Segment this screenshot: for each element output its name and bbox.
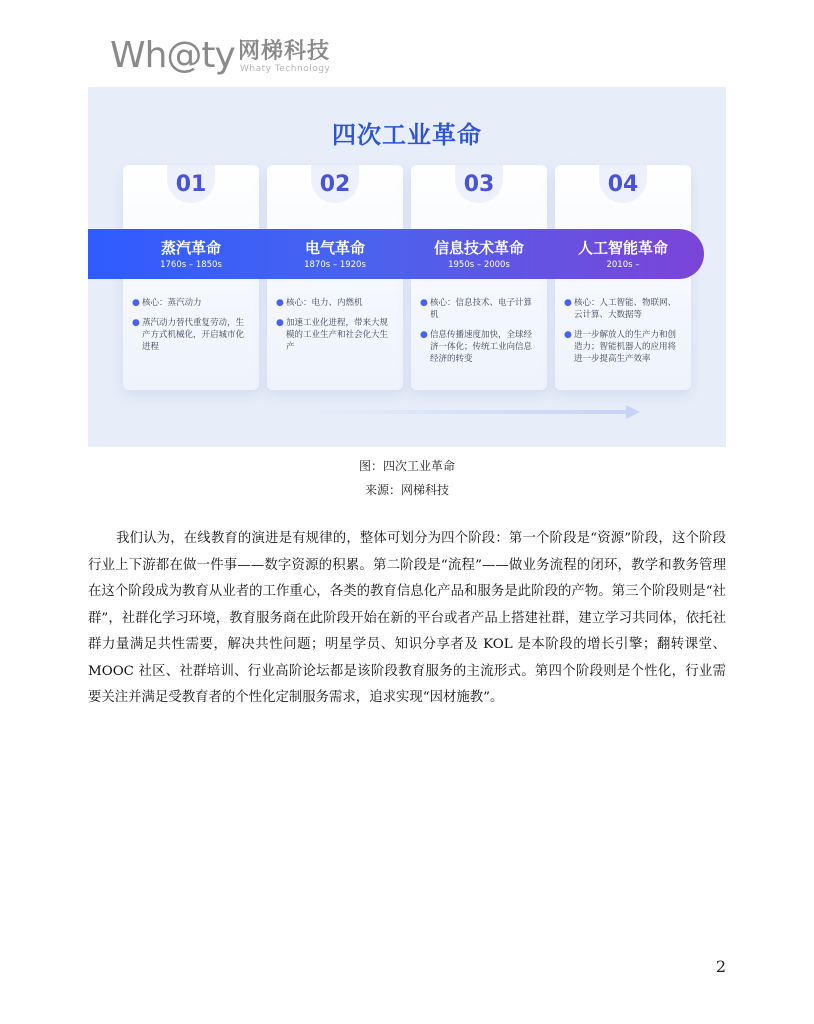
stage-number: 01 bbox=[175, 171, 207, 197]
stage-name-4: 人工智能革命 bbox=[577, 239, 668, 257]
company-logo bbox=[110, 36, 370, 76]
bullet-dot-icon: ● bbox=[276, 318, 284, 328]
stage-name-2: 电气革命 bbox=[304, 239, 365, 257]
bullet-item: ● 核心：人工智能、物联网、云计算、大数据等 bbox=[564, 298, 677, 320]
stage-bullets-2 bbox=[276, 297, 394, 361]
logo-chinese-name: 网梯科技 bbox=[238, 39, 331, 64]
stage-years-1: 1760s – 1850s bbox=[160, 260, 222, 270]
stage-name-3: 信息技术革命 bbox=[433, 239, 524, 257]
bullet-item: ● 蒸汽动力替代重复劳动，生产方式机械化，开启城市化进程 bbox=[132, 318, 245, 352]
stage-number: 02 bbox=[319, 171, 351, 197]
industrial-revolution-figure bbox=[88, 87, 726, 447]
bullet-dot-icon: ● bbox=[420, 298, 428, 308]
stage-bullets-4 bbox=[564, 297, 682, 373]
bullet-item: ● 核心：信息技术、电子计算机 bbox=[420, 298, 533, 320]
bullet-item: ● 核心：电力、内燃机 bbox=[276, 298, 363, 308]
progress-arrow-line bbox=[298, 410, 628, 414]
bullet-dot-icon: ● bbox=[132, 318, 140, 328]
bullet-dot-icon: ● bbox=[276, 298, 284, 308]
bullet-item: ● 加速工业化进程，带来大规模的工业生产和社会化大生产 bbox=[276, 318, 389, 352]
bullet-dot-icon: ● bbox=[564, 330, 572, 340]
logo-wordmark: Wh@ty bbox=[110, 35, 235, 76]
bullet-dot-icon: ● bbox=[564, 298, 572, 308]
bullet-item: ● 进一步解放人的生产力和创造力；智能机器人的应用将进一步提高生产效率 bbox=[564, 330, 677, 364]
figure-source: 来源：网梯科技 bbox=[364, 483, 449, 497]
stage-years-4: 2010s – bbox=[606, 260, 640, 270]
arrow-right-icon bbox=[626, 405, 640, 419]
stage-number: 04 bbox=[607, 171, 639, 197]
bullet-item: ● 核心：蒸汽动力 bbox=[132, 298, 202, 308]
stage-bullets-1 bbox=[132, 297, 250, 361]
figure-title: 四次工业革命 bbox=[332, 121, 482, 149]
figure-caption: 图：四次工业革命 bbox=[358, 459, 455, 473]
stage-years-2: 1870s – 1920s bbox=[304, 260, 366, 270]
stage-years-3: 1950s – 2000s bbox=[448, 260, 510, 270]
stage-bullets-3 bbox=[420, 297, 538, 373]
body-paragraph: 我们认为，在线教育的演进是有规律的，整体可划分为四个阶段：第一个阶段是“资源”阶段，这个阶段行业上下游都在做一件事——数字资源的积累。第二阶段是“流程”——做业务流程的闭环，教学和教务管理在这个阶段成为教育从业者的工作重心，各类的教育信息化产品和服务是此阶段的产物。第三个阶段则是“社群”，社群化学习环境，教育服务商在此阶段开始在新的平台或者产品上搭建社群，建立学习共同体，依托社群力量满足共性需要，解决共性问题；明星学员、知识分享者及 KOL 是本阶段的增长引擎；翻转课堂、MOOC 社区、社群培训、行业高阶论坛都是该阶段教育服务的主流形式。第四个阶段则是个性化，行业需要关注并满足受教育者的个性化定制服务需求，追求实现“因材施教”。 bbox=[88, 531, 726, 705]
bullet-item: ● 信息传播速度加快，全球经济一体化；传统工业向信息经济的转变 bbox=[420, 330, 533, 364]
page-number: 2 bbox=[715, 957, 726, 976]
logo-english-name: Whaty Technology bbox=[240, 64, 331, 74]
bullet-dot-icon: ● bbox=[132, 298, 140, 308]
bullet-dot-icon: ● bbox=[420, 330, 428, 340]
stage-name-1: 蒸汽革命 bbox=[160, 239, 221, 257]
stage-number: 03 bbox=[463, 171, 495, 197]
